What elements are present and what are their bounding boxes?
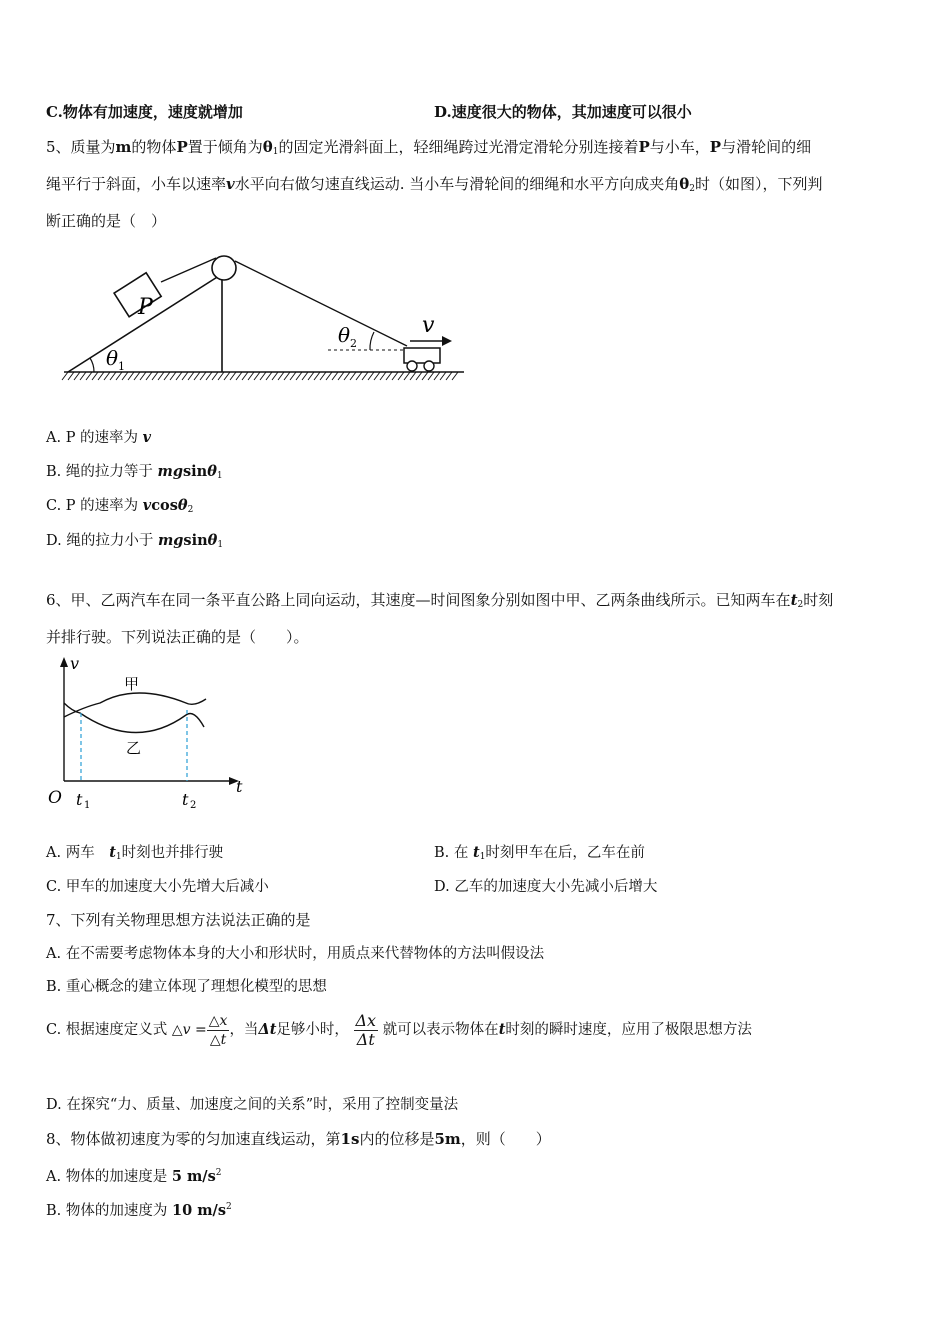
- hatch-mark: [440, 372, 446, 380]
- q4-option-c-text: C.物体有加速度，速度就增加: [46, 103, 243, 121]
- q6-opt-t: t: [109, 844, 116, 861]
- hatch-mark: [134, 372, 140, 380]
- q5-text: 绳平行于斜面，小车以速率: [46, 175, 227, 193]
- ground-hatch: [62, 372, 458, 380]
- rope-incline: [161, 258, 216, 282]
- q5-P: P: [176, 138, 188, 156]
- theta2-label: θ: [338, 323, 351, 347]
- q5-option-b: [46, 462, 223, 486]
- hatch-mark: [200, 372, 206, 380]
- hatch-mark: [278, 372, 284, 380]
- hatch-mark: [428, 372, 434, 380]
- curve-jia-label: 甲: [124, 675, 140, 693]
- pulley: [212, 256, 236, 280]
- hatch-mark: [272, 372, 278, 380]
- q5-opt-val: v: [142, 497, 152, 514]
- q5-text: 置于倾角为: [187, 138, 263, 156]
- q5-option-d: [46, 531, 223, 555]
- hatch-mark: [188, 372, 194, 380]
- q6-opt-text: 时刻甲车在后，乙车在前: [485, 845, 645, 861]
- q5-opt-text: D. 绳的拉力小于: [46, 533, 158, 549]
- q5-sub: 2: [689, 184, 696, 194]
- hatch-mark: [308, 372, 314, 380]
- t2-sub: 2: [190, 800, 197, 811]
- hatch-mark: [326, 372, 332, 380]
- q5-opt-val: v: [142, 429, 152, 446]
- q5-text: 与滑轮间的细: [721, 138, 812, 156]
- hatch-mark: [98, 372, 104, 380]
- q5-text: 与小车，: [649, 138, 710, 156]
- q8-option-b: [46, 1197, 232, 1221]
- q5-opt-val: mg: [157, 532, 184, 549]
- q7-formula-num: △x: [208, 1012, 228, 1029]
- q6-text: 时刻: [803, 591, 834, 609]
- q6-opt-text: B. 在: [434, 845, 473, 861]
- hatch-mark: [266, 372, 272, 380]
- hatch-mark: [338, 372, 344, 380]
- q8-opt-sup: 2: [226, 1202, 232, 1212]
- q5-text: 时（如图），下列判: [695, 175, 823, 193]
- q7-ratio-num: Δx: [355, 1010, 377, 1030]
- hatch-mark: [254, 372, 260, 380]
- hatch-mark: [176, 372, 182, 380]
- q5-text: 的固定光滑斜面上，轻细绳跨过光滑定滑轮分别连接着: [278, 138, 639, 156]
- q5-theta: θ: [262, 138, 273, 156]
- q7-delta-t: Δt: [258, 1021, 277, 1038]
- hatch-mark: [398, 372, 404, 380]
- q5-opt-fn: sin: [183, 532, 208, 549]
- q6-option-d: D. 乙车的加速度大小先减小后增大: [434, 879, 658, 895]
- q7-option-a: A. 在不需要考虑物体本身的大小和形状时，用质点来代替物体的方法叫假设法: [46, 946, 545, 962]
- hatch-mark: [362, 372, 368, 380]
- hatch-mark: [170, 372, 176, 380]
- q6-option-c: C. 甲车的加速度大小先增大后减小: [46, 879, 269, 895]
- q7-option-c: [46, 1010, 752, 1060]
- q8-opt-text: A. 物体的加速度是: [46, 1169, 172, 1185]
- hatch-mark: [212, 372, 218, 380]
- hatch-mark: [104, 372, 110, 380]
- hatch-mark: [350, 372, 356, 380]
- q7-opt-text: 就可以表示物体在: [382, 1022, 499, 1038]
- origin-label: O: [48, 788, 62, 808]
- q5-opt-theta: θ: [207, 463, 217, 480]
- hatch-mark: [446, 372, 452, 380]
- q5-m: m: [115, 138, 132, 156]
- hatch-mark: [248, 372, 254, 380]
- t2-label: t: [182, 790, 189, 809]
- q8-opt-sup: 2: [215, 1168, 222, 1178]
- hatch-mark: [452, 372, 458, 380]
- q5-P: P: [638, 138, 650, 156]
- hatch-mark: [434, 372, 440, 380]
- q6-option-b: [434, 843, 645, 867]
- curve-jia: [64, 693, 206, 717]
- q5-incline-figure: [60, 248, 470, 388]
- hatch-mark: [164, 372, 170, 380]
- t-axis-label: t: [236, 777, 243, 796]
- hatch-mark: [242, 372, 248, 380]
- hatch-mark: [74, 372, 80, 380]
- q5-v: v: [226, 175, 235, 193]
- hatch-mark: [158, 372, 164, 380]
- q8-text: 8、物体做初速度为零的匀加速直线运动，第: [46, 1130, 341, 1148]
- theta2-sub: 2: [350, 337, 357, 350]
- q8-opt-val: 5 m/s: [171, 1168, 216, 1185]
- hatch-mark: [374, 372, 380, 380]
- q7-option-b: B. 重心概念的建立体现了理想化模型的思想: [46, 979, 327, 995]
- hatch-mark: [380, 372, 386, 380]
- q8-1s: 1s: [340, 1130, 360, 1148]
- t1-label: t: [76, 790, 83, 809]
- q6-opt-text: A. 两车: [46, 845, 110, 861]
- q7-stem: 7、下列有关物理思想方法说法正确的是: [46, 911, 311, 929]
- q6-option-a: [46, 843, 223, 867]
- block-p-label: P: [138, 295, 153, 320]
- hatch-mark: [206, 372, 212, 380]
- q8-opt-text: B. 物体的加速度为: [46, 1203, 172, 1219]
- q5-opt-text: B. 绳的拉力等于: [46, 464, 158, 480]
- q5-opt-fn: cos: [151, 497, 178, 514]
- q7-opt-text: 时刻的瞬时速度，应用了极限思想方法: [505, 1022, 752, 1038]
- cart-wheel-left: [407, 361, 417, 371]
- q7-formula-den: △t: [209, 1031, 227, 1048]
- theta1-label: θ: [106, 346, 119, 370]
- q8-option-a: [46, 1163, 222, 1187]
- q7-formula-fraction: [207, 1012, 230, 1049]
- q5-stem-line3: 断正确的是（ ）: [46, 212, 167, 230]
- hatch-mark: [290, 372, 296, 380]
- hatch-mark: [356, 372, 362, 380]
- q5-opt-sub: 1: [216, 471, 223, 481]
- rope-cart: [235, 261, 407, 346]
- v-axis-label: v: [70, 655, 80, 673]
- hatch-mark: [80, 372, 86, 380]
- q7-ratio-fraction: [354, 1012, 379, 1049]
- hatch-mark: [146, 372, 152, 380]
- hatch-mark: [230, 372, 236, 380]
- hatch-mark: [296, 372, 302, 380]
- hatch-mark: [182, 372, 188, 380]
- q7-formula-lhs: △v =: [171, 1022, 207, 1038]
- q4-option-d: [434, 102, 692, 122]
- q5-opt-theta: θ: [207, 532, 218, 549]
- hatch-mark: [218, 372, 224, 380]
- theta1-sub: 1: [118, 360, 125, 373]
- hatch-mark: [314, 372, 320, 380]
- q6-text: 6、甲、乙两汽车在同一条平直公路上同向运动，其速度—时间图象分别如图中甲、乙两条曲线所示。已知两车在: [46, 591, 791, 609]
- hatch-mark: [392, 372, 398, 380]
- q5-option-c: [46, 496, 193, 520]
- q5-stem-line1: [46, 137, 811, 162]
- q5-opt-val: mg: [157, 463, 183, 480]
- hatch-mark: [302, 372, 308, 380]
- hatch-mark: [68, 372, 74, 380]
- q6-stem-line1: [46, 590, 833, 615]
- q7-opt-text: ，当: [229, 1022, 259, 1038]
- q5-opt-fn: sin: [182, 463, 208, 480]
- q7-opt-text: C. 根据速度定义式: [46, 1022, 168, 1038]
- q5-opt-text: C. P 的速率为: [46, 498, 143, 514]
- q5-option-a: [46, 428, 151, 448]
- hatch-mark: [122, 372, 128, 380]
- q6-opt-t: t: [472, 844, 480, 861]
- q6-opt-sub: 1: [115, 852, 122, 862]
- theta2-arc: [370, 332, 374, 350]
- q5-sub: 1: [272, 147, 279, 157]
- q6-stem-line2: 并排行驶。下列说法正确的是（ ）。: [46, 628, 309, 646]
- hatch-mark: [194, 372, 200, 380]
- v-axis-arrowhead: [60, 657, 68, 667]
- q5-P: P: [709, 138, 722, 156]
- hatch-mark: [344, 372, 350, 380]
- hatch-mark: [140, 372, 146, 380]
- hatch-mark: [152, 372, 158, 380]
- hatch-mark: [92, 372, 98, 380]
- hatch-mark: [62, 372, 68, 380]
- hatch-mark: [422, 372, 428, 380]
- hatch-mark: [236, 372, 242, 380]
- q5-opt-text: A. P 的速率为: [46, 430, 143, 446]
- hatch-mark: [320, 372, 326, 380]
- velocity-label: v: [422, 313, 435, 338]
- q5-text: 水平向右做匀速直线运动. 当小车与滑轮间的细绳和水平方向成夹角: [234, 175, 680, 193]
- q8-opt-val: 10 m/s: [171, 1202, 227, 1219]
- cart-wheel-right: [424, 361, 434, 371]
- q6-opt-sub: 1: [479, 852, 486, 862]
- q7-opt-text: 足够小时，: [276, 1022, 349, 1038]
- hatch-mark: [110, 372, 116, 380]
- q7-ratio-den: Δt: [356, 1029, 375, 1049]
- q5-opt-sub: 1: [217, 540, 224, 550]
- q8-stem: [46, 1129, 551, 1149]
- t1-sub: 1: [84, 800, 91, 811]
- hatch-mark: [332, 372, 338, 380]
- q6-sub: 2: [797, 600, 804, 610]
- theta1-arc: [90, 358, 94, 372]
- q8-text: ，则（ ）: [460, 1130, 551, 1148]
- q5-text: 5、质量为: [46, 138, 116, 156]
- hatch-mark: [260, 372, 266, 380]
- hatch-mark: [404, 372, 410, 380]
- q8-text: 内的位移是: [359, 1130, 435, 1148]
- velocity-arrowhead: [442, 336, 452, 346]
- q5-opt-sub: 2: [187, 505, 194, 515]
- q7-t: t: [498, 1021, 506, 1038]
- q4-option-c: [46, 102, 243, 122]
- hatch-mark: [368, 372, 374, 380]
- curve-yi-label: 乙: [126, 739, 142, 757]
- hatch-mark: [416, 372, 422, 380]
- q6-vt-graph: [44, 655, 254, 815]
- hatch-mark: [128, 372, 134, 380]
- q6-opt-text: 时刻也并排行驶: [121, 845, 224, 861]
- hatch-mark: [284, 372, 290, 380]
- q5-text: 的物体: [131, 138, 177, 156]
- hatch-mark: [410, 372, 416, 380]
- q4-option-d-text: D.速度很大的物体，其加速度可以很小: [434, 103, 692, 121]
- q7-option-d: D. 在探究“力、质量、加速度之间的关系”时，采用了控制变量法: [46, 1097, 459, 1113]
- cart-body: [404, 348, 440, 363]
- q5-stem-line2: [46, 174, 823, 199]
- hatch-mark: [224, 372, 230, 380]
- q5-opt-theta: θ: [177, 497, 188, 514]
- hatch-mark: [116, 372, 122, 380]
- hatch-mark: [86, 372, 92, 380]
- q6-t: t: [790, 591, 798, 609]
- q5-theta: θ: [679, 175, 690, 193]
- q8-5m: 5m: [434, 1130, 461, 1148]
- hatch-mark: [386, 372, 392, 380]
